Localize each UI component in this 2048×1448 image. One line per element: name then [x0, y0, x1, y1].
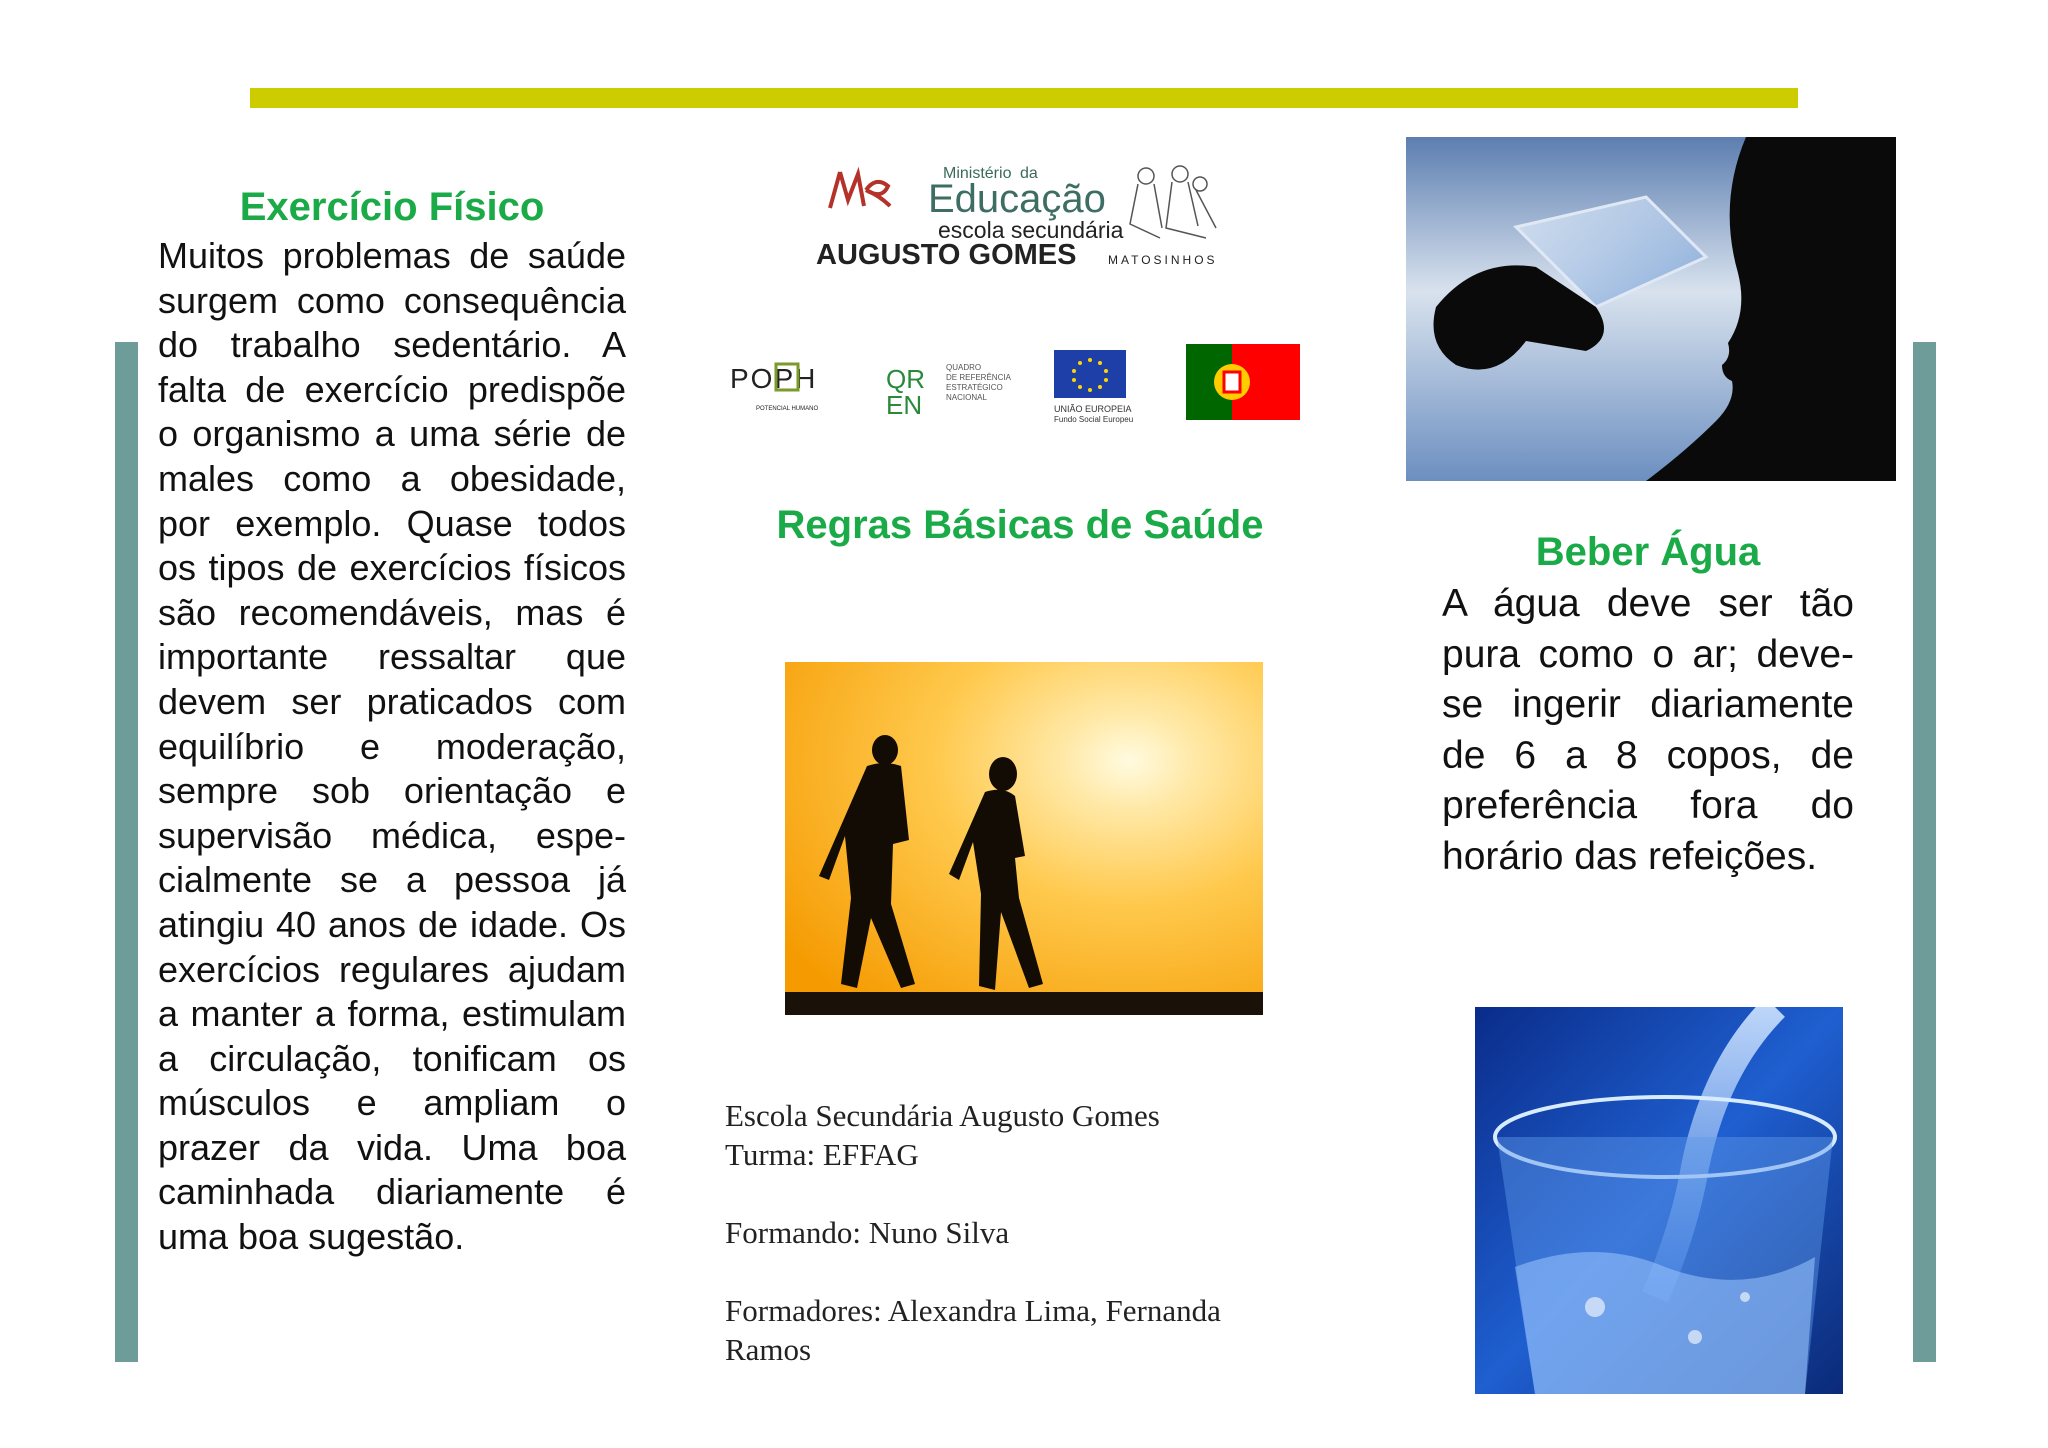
water-heading: Beber Água: [1535, 530, 1761, 574]
right-side-bar: [1913, 342, 1936, 1362]
qren-line-4: NACIONAL: [946, 393, 987, 402]
exercise-text: Muitos problemas de saúde surgem como consequência do trabalho sedentário. A falta de exercício predispõe o organismo a uma série de males como a obesidade, por exemplo. Quase todos os tipos de exercícios físicos são recomendáveis, mas é importante ressaltar que devem ser praticados com equilíbrio e moderação, sempre sob orientação e supervisão médica, especialmente se a pessoa já atingiu 40 anos de idade. Os exercícios regulares ajudam a manter a forma, estimulam a circulação, tonificam os músculos e ampliam o prazer da vida. Uma boa caminhada diariamente é uma boa sugestão.: [158, 235, 626, 1258]
poph-logo: [730, 363, 818, 412]
credits-trainers: Formadores: Alexandra Lima, Fernanda: [725, 1293, 1221, 1328]
eu-logo: [1054, 350, 1133, 424]
credits-class: Turma: EFFAG: [725, 1137, 919, 1172]
water-glass-image: [1475, 1007, 1843, 1394]
qren-line-2: DE REFERÊNCIA: [946, 373, 1011, 382]
drinking-water-image: [1406, 137, 1896, 481]
credits-trainers-cont: Ramos: [725, 1332, 812, 1367]
runners-image: [785, 662, 1263, 1015]
poph-text: POPH: [730, 363, 818, 394]
portugal-flag-icon: [1186, 344, 1300, 420]
brochure-title: Regras Básicas de Saúde: [776, 503, 1264, 547]
ministry-big-text: Educação: [928, 177, 1106, 221]
ministry-small-text: Ministério: [943, 165, 1012, 182]
ministry-da-text: da: [1020, 165, 1038, 182]
eu-line-1: UNIÃO EUROPEIA: [1054, 404, 1132, 414]
left-column: [158, 185, 626, 1260]
school-logo: [808, 160, 1228, 280]
right-column: [1442, 530, 1854, 882]
top-accent-bar: [250, 88, 1798, 108]
city-text: MATOSINHOS: [1108, 253, 1218, 267]
left-side-bar: [115, 342, 138, 1362]
qren-line-1: QUADRO: [946, 363, 982, 372]
poph-sub-text: POTENCIAL HUMANO: [756, 406, 819, 412]
credits-trainee: Formando: Nuno Silva: [725, 1215, 1010, 1250]
students-sketch-icon: [1130, 166, 1216, 238]
exercise-heading: Exercício Físico: [239, 185, 545, 229]
center-title-block: [700, 503, 1340, 548]
qren-line-3: ESTRATÉGICO: [946, 383, 1003, 392]
partner-logos: [726, 340, 1306, 430]
school-name-text: AUGUSTO GOMES: [816, 239, 1077, 271]
eu-line-2: Fundo Social Europeu: [1054, 415, 1134, 424]
credits-school: Escola Secundária Augusto Gomes: [725, 1098, 1160, 1133]
ministry-mark-icon: [830, 172, 890, 208]
credits-block: [725, 1096, 1285, 1369]
svg-text:EN: EN: [886, 390, 923, 420]
qren-mark-icon: QR: [886, 364, 925, 394]
school-line-text: escola secundária: [938, 217, 1124, 243]
qren-logo: [886, 363, 1012, 420]
water-text: A água deve ser tão pura como o ar; deve-se ingerir diariamente de 6 a 8 copos, de preferência fora do horário das refeições.: [1442, 582, 1854, 878]
